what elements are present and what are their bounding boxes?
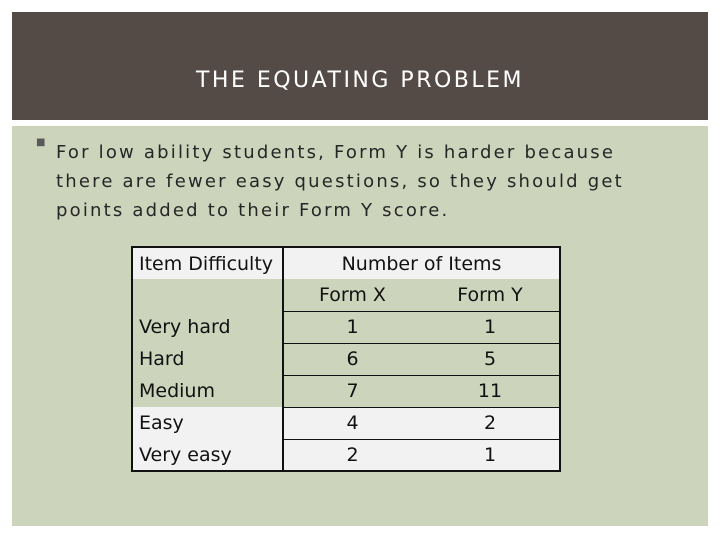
row-form-y: 1 [421,439,560,471]
bullet-square-icon: ■ [36,137,46,148]
header-form-x: Form X [283,279,421,311]
row-form-x: 1 [283,311,421,343]
row-form-x: 4 [283,407,421,439]
row-form-y: 5 [421,343,560,375]
header-number-of-items: Number of Items [283,247,560,279]
row-form-x: 2 [283,439,421,471]
row-difficulty: Easy [132,407,283,439]
title-bar [12,12,708,120]
row-form-y: 11 [421,375,560,407]
table-row [132,311,560,343]
row-form-x: 6 [283,343,421,375]
row-difficulty: Hard [132,343,283,375]
row-form-x: 7 [283,375,421,407]
row-difficulty: Medium [132,375,283,407]
table-header-row [132,247,560,279]
table-row [132,343,560,375]
row-form-y: 2 [421,407,560,439]
items-table [131,246,561,472]
table-row [132,439,560,471]
table-subheader-row [132,279,560,311]
row-difficulty: Very easy [132,439,283,471]
table-row [132,375,560,407]
row-difficulty: Very hard [132,311,283,343]
header-form-y: Form Y [421,279,560,311]
row-form-y: 1 [421,311,560,343]
bullet-text: For low ability students, Form Y is harder because there are fewer easy questions, so they should get points added to their Form Y score. [56,142,624,221]
table-row [132,407,560,439]
subheader-empty-cell [132,279,283,311]
slide-title: THE EQUATING PROBLEM [195,68,525,93]
header-item-difficulty: Item Difficulty [132,247,283,279]
